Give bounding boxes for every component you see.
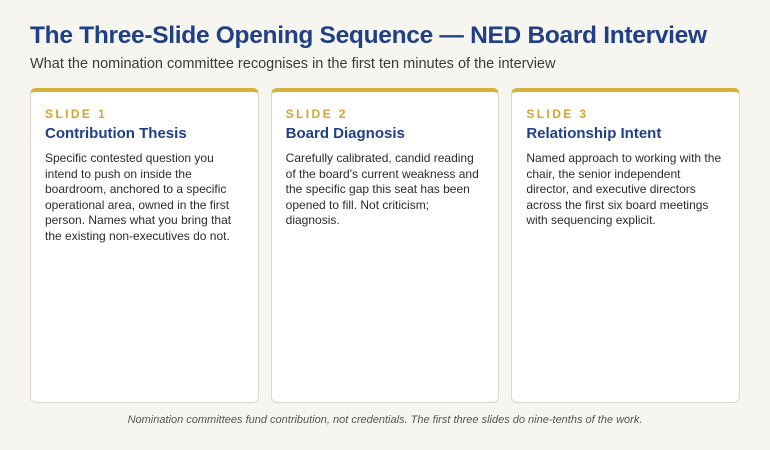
slide-card-body: Specific contested question you intend to push on inside the boardroom, anchored to a specific operational area, owned in the first person. Names what you bring that the existing non-executives do not. [45, 151, 232, 243]
slide-card-heading: Board Diagnosis [285, 125, 405, 142]
slide-cards [30, 88, 740, 403]
page-subtitle: What the nomination committee recognises in the first ten minutes of the interview [30, 56, 556, 72]
page-title: The Three-Slide Opening Sequence — NED Board Interview [30, 22, 707, 49]
slide-card-kicker: SLIDE 2 [285, 107, 348, 121]
slide-card-1 [30, 88, 259, 403]
slide-card-body: Carefully calibrated, candid reading of the board's current weakness and the specific gap this seat has been opened to fill. Not criticism; diagnosis. [285, 151, 479, 227]
footnote: Nomination committees fund contribution, not credentials. The first three slides do nine-tenths of the work. [127, 414, 643, 426]
slide-card-body: Named approach to working with the chair, the senior independent director, and executive directors across the first six board meetings with sequencing explicit. [526, 151, 722, 227]
slide-card-kicker: SLIDE 1 [45, 107, 108, 121]
slide-card-kicker: SLIDE 3 [526, 107, 589, 121]
slide-card-heading: Relationship Intent [526, 125, 662, 142]
slide-card-heading: Contribution Thesis [45, 125, 187, 142]
slide-card-3 [511, 88, 740, 403]
slide-card-2 [271, 88, 500, 403]
